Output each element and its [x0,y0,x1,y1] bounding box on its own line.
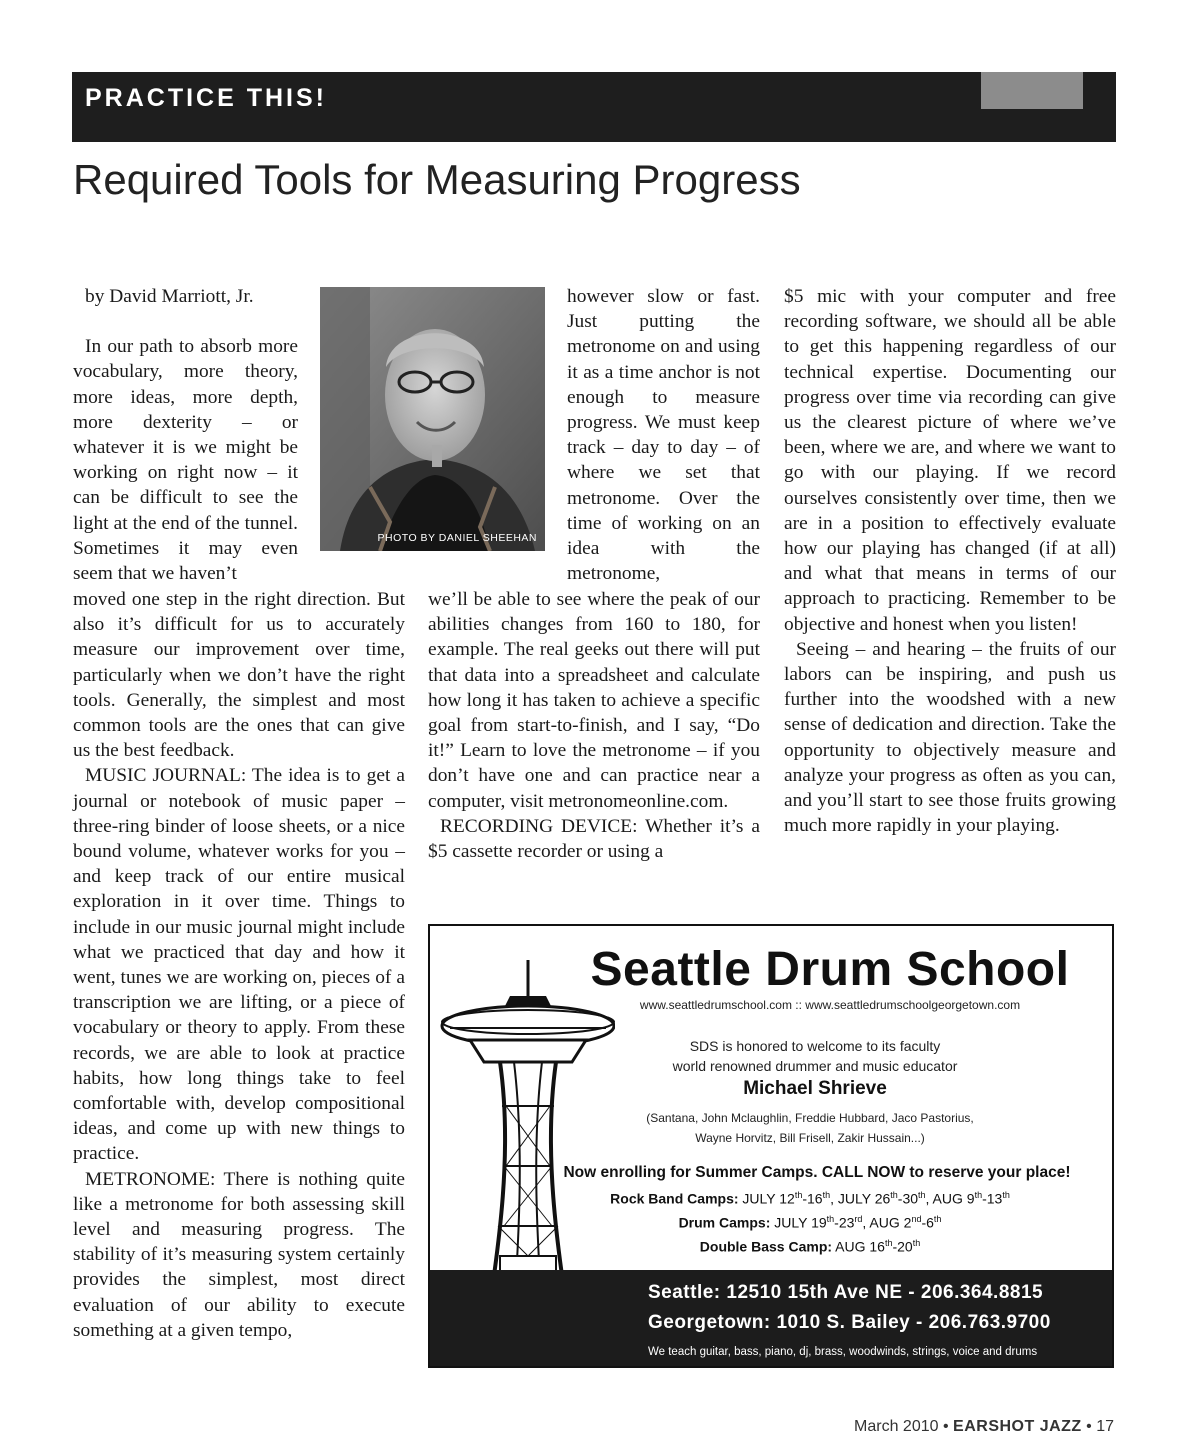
article-column-1-lower [73,587,405,1343]
folio-date: March 2010 [854,1418,939,1435]
article-paragraph: Seeing – and hearing – the fruits of our labors can be inspiring, and push us further into the woodshed with a new sense of dedication and direction. Take the opportunity to objectively measure and analyze your progress as often as you can, and you’ll start to see those fruits growing much more rapidly in your playing. [784,638,1116,837]
ad-footer [430,1270,1112,1366]
article-column-3 [784,284,1116,838]
article-paragraph: In our path to absorb more vocabulary, more theory, more ideas, more depth, more dexterity – or whatever it is we might be working on right now – it can be difficult to see the light at the end of the tunnel. Sometimes it may even seem that we haven’t [73,336,298,585]
page-folio: March 2010 • EARSHOT JAZZ • 17 [854,1418,1114,1435]
article-paragraph: RECORDING DEVICE: Whether it’s a $5 cassette recorder or using a [428,815,760,863]
article-paragraph: MUSIC JOURNAL: The idea is to get a journal or notebook of music paper – three-ring binder of loose sheets, or a nice bound volume, whatever works for you – and keep track of our entire musical exploration in it over time. Things to include in our music journal might include what we practiced that day and how it went, tunes we are working on, pieces of a transcription we are lifting, or a piece of vocabulary or theory to apply. From these records, we are able to look at practice habits, how long things take to feel comfortable with, develop compositional ideas, and come up with new things to practice. [73,765,405,1165]
ad-teach-line: We teach guitar, bass, piano, dj, brass, woodwinds, strings, voice and drums [648,1346,1038,1358]
seattle-address: Seattle: 12510 15th Ave NE - 206.364.8815 [648,1282,1044,1303]
ad-clients [610,1108,1010,1148]
section-banner [72,72,1116,142]
article-paragraph: METRONOME: There is nothing quite like a metronome for both assessing skill level and measuring progress. The stability of it’s measuring system certainly provides the simplest, most direct evaluation of our ability to execute something at a given tempo, [73,1168,405,1341]
portrait-illustration [320,287,545,551]
ad-rock-band-camps: Rock Band Camps: JULY 12th-16th, JULY 26th-30th, AUG 9th-13th [610,1190,1010,1207]
ad-intro [590,1036,1040,1076]
georgetown-address: Georgetown: 1010 S. Bailey - 206.763.9700 [648,1312,1051,1333]
ad-intro-line: world renowned drummer and music educator [672,1058,958,1074]
article-paragraph: we’ll be able to see where the peak of our abilities changes from 160 to 180, for example. The real geeks out there will put that data into a spreadsheet and calculate how long it has taken to achieve a specific goal from start-to-finish, and I say, “Do it!” Learn to love the metronome – if you don’t have one and can practice near a computer, visit metronomeonline.com. [428,589,760,812]
ad-intro-line: SDS is honored to welcome to its faculty [689,1038,941,1054]
ad-urls: www.seattledrumschool.com :: www.seattledrumschoolgeorgetown.com [639,998,1021,1012]
banner-tab [981,72,1083,109]
folio-page-number: 17 [1096,1418,1114,1435]
ad-double-bass-camp: Double Bass Camp: AUG 16th-20th [699,1238,921,1255]
seattle-drum-school-ad [428,924,1114,1368]
ad-clients-line: Wayne Horvitz, Bill Frisell, Zakir Hussain...) [695,1131,925,1145]
ad-featured-name: Michael Shrieve [743,1078,887,1099]
article-paragraph: moved one step in the right direction. But also it’s difficult for us to accurately measure our improvement over time, particularly when we don’t have the right tools. Generally, the simplest and most common tools are the ones that can give us the best feedback. [73,589,405,762]
ad-enroll: Now enrolling for Summer Camps. CALL NOW to reserve your place! [563,1164,1071,1181]
author-photo [320,287,545,551]
ad-clients-line: (Santana, John Mclaughlin, Freddie Hubbard, Jaco Pastorius, [646,1111,974,1125]
ad-drum-camps: Drum Camps: JULY 19th-23rd, AUG 2nd-6th [678,1214,942,1231]
drum-camp-label: Drum Camps: [678,1214,771,1231]
rock-camp-label: Rock Band Camps: [610,1190,739,1207]
article-column-1 [73,284,298,586]
section-label: PRACTICE THIS! [85,84,327,112]
article-title: Required Tools for Measuring Progress [73,156,801,203]
article-paragraph: $5 mic with your computer and free recording software, we should all be able to get this happening regardless of our technical expertise. Documenting our progress over time via recording can give us the clearest picture of where we’ve been, where we are, and where we want to go with our playing. If we record ourselves consistently over time, then we are in a position to effectively evaluate how our playing has changed (if at all) and what that means in terms of our approach to practicing. Remember to be objective and honest when you listen! [784,286,1116,635]
bass-camp-label: Double Bass Camp: [699,1238,833,1255]
folio-publication: EARSHOT JAZZ [953,1418,1082,1435]
article-column-2-lower [428,587,760,864]
article-paragraph: however slow or fast. Just putting the metronome on and using it as a time anchor is not enough to measure progress. We must keep track – day to day – of where we set that metronome. Over the time of working on an idea with the metronome, [567,286,760,585]
byline: by David Marriott, Jr. [85,286,254,307]
photo-credit: PHOTO BY DANIEL SHEEHAN [377,532,537,544]
article-column-2 [567,284,760,586]
ad-title: Seattle Drum School [590,943,1070,996]
